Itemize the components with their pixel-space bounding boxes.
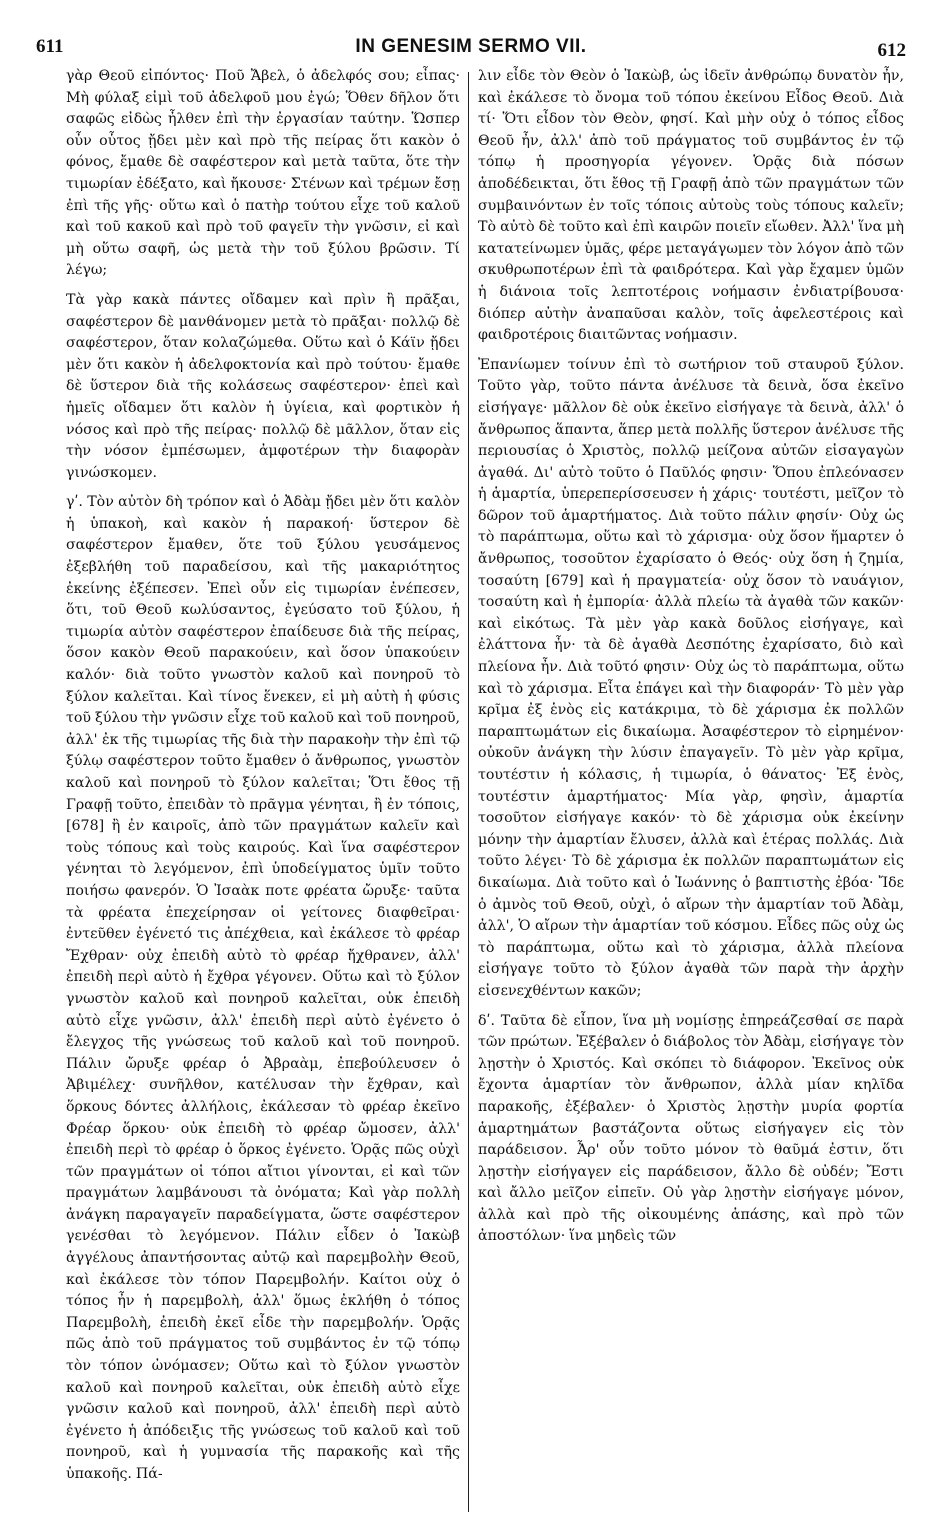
paragraph: δʹ. Ταῦτα δὲ εἶπον, ἵνα μὴ νομίσῃς ἐπηρεάζεσθαί σε παρὰ τῶν πρώτων. Ἐξέβαλεν ὁ διάβολος τὸν Ἀδὰμ, εἰσήγαγε τὸν λῃστὴν ὁ Χριστός. Καὶ σκόπει τὸ διάφορον. Ἐκεῖνος οὐκ ἔχοντα ἁμαρτίαν τὸν ἄνθρωπον, ἀλλὰ μίαν κηλῖδα παρακοῆς, ἐξέβαλεν· ὁ Χριστὸς λῃστὴν μυρία φορτία ἁμαρτημάτων βαστάζοντα οὕτως εἰσήγαγεν εἰς τὸν παράδεισον. Ἆρ' οὖν τοῦτο μόνον τὸ θαῦμά ἐστιν, ὅτι λῃστὴν εἰσήγαγεν εἰς παράδεισον, ἄλλο δὲ οὐδέν; Ἔστι καὶ ἄλλο μεῖζον εἰπεῖν. Οὐ γὰρ λῃστὴν εἰσήγαγε μόνον, ἀλλὰ καὶ πρὸ τῆς οἰκουμένης ἁπάσης, καὶ πρὸ τῶν ἀποστόλων· ἵνα μηδεὶς τῶν (478, 1012, 904, 1245)
page-header (36, 36, 906, 60)
page-number-right: 612 (877, 40, 906, 61)
paragraph: λιν εἶδε τὸν Θεὸν ὁ Ἰακὼβ, ὡς ἰδεῖν ἀνθρώπῳ δυνατὸν ἦν, καὶ ἐκάλεσε τὸ ὄνομα τοῦ τόπου ἐκείνου Εἶδος Θεοῦ. Διὰ τί· Ὅτι εἶδον τὸν Θεὸν, φησί. Καὶ μὴν οὐχ ὁ τόπος εἶδος Θεοῦ ἦν, ἀλλ' ἀπὸ τοῦ πράγματος τοῦ συμβάντος ἐν τῷ τόπῳ ἡ προσηγορία γέγονεν. Ὁρᾷς διὰ πόσων ἀποδέδεικται, ὅτι ἔθος τῇ Γραφῇ ἀπὸ τῶν πραγμάτων τῶν συμβαινόντων ἐν τοῖς τόποις αὐτοὺς τοὺς τόπους καλεῖν; Τὸ αὐτὸ δὲ τοῦτο καὶ ἐπὶ καιρῶν ποιεῖν εἴωθεν. Ἀλλ' ἵνα μὴ κατατείνωμεν ὑμᾶς, φέρε μεταγάγωμεν τὸν λόγον ἀπὸ τῶν σκυθρωποτέρων ἐπὶ τὰ φαιδρότερα. Καὶ γὰρ ἔχαμεν ὑμῶν ἡ διάνοια τοῖς λεπτοτέροις νοήμασιν ἐνδιατρίβουσα· διόπερ αὐτὴν ἀναπαῦσαι καλὸν, τοῖς ἀφελεστέροις καὶ φαιδροτέροις διαιτῶντας νοήμασιν. (478, 68, 904, 344)
running-title: IN GENESIM SERMO VII. (355, 36, 587, 57)
paragraph: Ἐπανίωμεν τοίνυν ἐπὶ τὸ σωτήριον τοῦ σταυροῦ ξύλον. Τοῦτο γὰρ, τοῦτο πάντα ἀνέλυσε τὰ δεινὰ, ὅσα ἐκεῖνο εἰσήγαγε· μᾶλλον δὲ οὐκ ἐκεῖνο εἰσήγαγε τὰ δεινὰ, ἀλλ' ὁ ἄνθρωπος ἅπαντα, ἅπερ μετὰ πολλῆς ὕστερον ἀνέλυσε τῆς περιουσίας ὁ Χριστὸς, πολλῷ μείζονα αὐτῶν εἰσαγαγὼν ἀγαθά. Δι' αὐτὸ τοῦτο ὁ Παῦλός φησιν· Ὅπου ἐπλεόνασεν ἡ ἁμαρτία, ὑπερεπερίσσευσεν ἡ χάρις· τουτέστι, μεῖζον τὸ δῶρον τοῦ ἁμαρτήματος. Διὰ τοῦτο πάλιν φησίν· Οὐχ ὡς τὸ παράπτωμα, οὕτω καὶ τὸ χάρισμα· οὐχ ὅσον ἥμαρτεν ὁ ἄνθρωπος, τοσοῦτον ἐχαρίσατο ὁ Θεός· οὐχ ὅση ἡ ζημία, τοσαύτη [679] καὶ ἡ πραγματεία· οὐχ ὅσον τὸ ναυάγιον, τοσαύτη καὶ ἡ ἐμπορία· ἀλλὰ πλείω τὰ ἀγαθὰ τῶν κακῶν· καὶ εἰκότως. Τὰ μὲν γὰρ κακὰ δοῦλος εἰσήγαγε, καὶ ἐλάττονα ἦν· τὰ δὲ ἀγαθὰ Δεσπότης ἐχαρίσατο, διὸ καὶ πλείονα ἦν. Διὰ τοῦτό φησιν· Οὐχ ὡς τὸ παράπτωμα, οὕτω καὶ τὸ χάρισμα. Εἶτα ἐπάγει καὶ τὴν διαφοράν· Τὸ μὲν γὰρ κρῖμα ἐξ ἑνὸς εἰς κατάκριμα, τὸ δὲ χάρισμα ἐκ πολλῶν παραπτωμάτων εἰς δικαίωμα. Ἀσαφέστερον τὸ εἰρημένον· οὐκοῦν ἀνάγκη τὴν λύσιν ἐπαγαγεῖν. Τὸ μὲν γὰρ κρῖμα, τουτέστιν ἡ κόλασις, ἡ τιμωρία, ὁ θάνατος· Ἐξ ἑνὸς, τουτέστιν ἁμαρτήματος· Μία γὰρ, φησὶν, ἁμαρτία τοσοῦτον εἰσήγαγε κακόν· τὸ δὲ χάρισμα οὐκ ἐκείνην μόνην τὴν ἁμαρτίαν ἔλυσεν, ἀλλὰ καὶ ἑτέρας πολλάς. Διὰ τοῦτο λέγει· Τὸ δὲ χάρισμα ἐκ πολλῶν παραπτωμάτων εἰς δικαίωμα. Διὰ τοῦτο καὶ ὁ Ἰωάννης ὁ βαπτιστὴς ἐβόα· Ἴδε ὁ ἀμνὸς τοῦ Θεοῦ, οὐχὶ, ὁ αἴρων τὴν ἁμαρτίαν τοῦ Ἀδὰμ, ἀλλ', Ὁ αἴρων τὴν ἁμαρτίαν τοῦ κόσμου. Εἶδες πῶς οὐχ ὡς τὸ παράπτωμα, οὕτω καὶ τὸ χάρισμα, ἀλλὰ πλείονα εἰσήγαγε τοῦτο τὸ ξύλον ἀγαθὰ τῶν παρὰ τὴν ἀρχὴν εἰσενεχθέντων κακῶν; (478, 356, 904, 999)
paragraph: Τὰ γὰρ κακὰ πάντες οἴδαμεν καὶ πρὶν ἢ πρᾶξαι, σαφέστερον δὲ μανθάνομεν μετὰ τὸ πρᾶξαι· πολλῷ δὲ σαφέστερον, ὅταν κολαζώμεθα. Οὕτω καὶ ὁ Κάϊν ᾔδει μὲν ὅτι κακὸν ἡ ἀδελφοκτονία καὶ πρὸ τούτου· ἔμαθε δὲ ὕστερον διὰ τῆς κολάσεως σαφέστερον· ἐπεὶ καὶ ἡμεῖς οἴδαμεν ὅτι καλὸν ἡ ὑγίεια, καὶ φορτικὸν ἡ νόσος καὶ πρὸ τῆς πείρας· πολλῷ δὲ μᾶλλον, ὅταν εἰς τὴν νόσον ἐμπέσωμεν, ἀμφοτέρων τὴν διαφορὰν γινώσκομεν. (66, 291, 460, 481)
right-column (478, 66, 904, 1248)
column-divider (468, 72, 469, 1512)
paragraph: γὰρ Θεοῦ εἰπόντος· Ποῦ Ἄβελ, ὁ ἀδελφός σου; εἶπας· Μὴ φύλαξ εἰμὶ τοῦ ἀδελφοῦ μου ἐγώ; Ὅθεν δῆλον ὅτι σαφῶς εἰδὼς ἦλθεν ἐπὶ τὴν ἐργασίαν ταύτην. Ὥσπερ οὖν οὗτος ᾔδει μὲν καὶ πρὸ τῆς πείρας ὅτι κακὸν ὁ φόνος, ἔμαθε δὲ σαφέστερον καὶ μετὰ ταῦτα, ὅτε τὴν τιμωρίαν ἐδέξατο, καὶ ἤκουσε· Στένων καὶ τρέμων ἔσῃ ἐπὶ τῆς γῆς· οὕτω καὶ ὁ πατὴρ τούτου εἶχε τοῦ καλοῦ καὶ τοῦ κακοῦ καὶ πρὸ τοῦ φαγεῖν τὴν γνῶσιν, εἰ καὶ μὴ οὕτω σαφῆ, ὡς μετὰ τὴν τοῦ ξύλου βρῶσιν. Τί λέγω; (66, 68, 460, 279)
left-column (66, 66, 460, 1486)
paragraph: γʹ. Τὸν αὐτὸν δὴ τρόπον καὶ ὁ Ἀδὰμ ᾔδει μὲν ὅτι καλὸν ἡ ὑπακοὴ, καὶ κακὸν ἡ παρακοή· ὕστερον δὲ σαφέστερον ἔμαθεν, ὅτε τοῦ ξύλου γευσάμενος ἐξεβλήθη τοῦ παραδείσου, καὶ τῆς μακαριότητος ἐκείνης ἐξέπεσεν. Ἐπεὶ οὖν εἰς τιμωρίαν ἐνέπεσεν, ὅτι, τοῦ Θεοῦ κωλύσαντος, ἐγεύσατο τοῦ ξύλου, ἡ τιμωρία αὐτὸν σαφέστερον ἐπαίδευσε διὰ τῆς πείρας, ὅσον κακὸν Θεοῦ παρακούειν, καὶ ὅσον ὑπακούειν καλόν· διὰ τοῦτο γνωστὸν καλοῦ καὶ πονηροῦ τὸ ξύλον καλεῖται. Καὶ τίνος ἕνεκεν, εἰ μὴ αὐτὴ ἡ φύσις τοῦ ξύλου τὴν γνῶσιν εἶχε τοῦ καλοῦ καὶ τοῦ πονηροῦ, ἀλλ' ἐκ τῆς τιμωρίας τῆς διὰ τὴν παρακοὴν τὴν ἐπὶ τῷ ξύλῳ σαφέστερον τοῦτο ἔμαθεν ὁ ἄνθρωπος, γνωστὸν καλοῦ καὶ πονηροῦ τὸ ξύλον καλεῖται; Ὅτι ἔθος τῇ Γραφῇ τοῦτο, ἐπειδὰν τὸ πρᾶγμα γένηται, ἢ ἐν τόποις, [678] ἢ ἐν καιροῖς, ἀπὸ τῶν πραγμάτων καλεῖν καὶ τοὺς τόπους καὶ τοὺς καιρούς. Καὶ ἵνα σαφέστερον γένηται τὸ λεγόμενον, ἐπὶ ὑποδείγματος ὑμῖν τοῦτο ποιήσω φανερόν. Ὁ Ἰσαὰκ ποτε φρέατα ὤρυξε· ταῦτα τὰ φρέατα ἐπεχείρησαν οἱ γείτονες διαφθεῖραι· ἐντεῦθεν ἐγένετό τις ἀπέχθεια, καὶ ἐκάλεσε τὸ φρέαρ Ἔχθραν· οὐχ ἐπειδὴ αὐτὸ τὸ φρέαρ ἤχθρανεν, ἀλλ' ἐπειδὴ περὶ αὐτὸ ἡ ἔχθρα γέγονεν. Οὕτω καὶ τὸ ξύλον γνωστὸν καλοῦ καὶ πονηροῦ καλεῖται, οὐκ ἐπειδὴ αὐτὸ εἶχε γνῶσιν, ἀλλ' ἐπειδὴ περὶ αὐτὸ ἐγένετο ὁ ἔλεγχος τῆς γνώσεως τοῦ καλοῦ καὶ τοῦ πονηροῦ. Πάλιν ὤρυξε φρέαρ ὁ Ἀβραὰμ, ἐπεβούλευσεν ὁ Ἀβιμέλεχ· συνῆλθον, κατέλυσαν τὴν ἔχθραν, καὶ ὅρκους δόντες ἀλλήλοις, ἐκάλεσαν τὸ φρέαρ ἐκεῖνο Φρέαρ ὅρκου· οὐκ ἐπειδὴ τὸ φρέαρ ὤμοσεν, ἀλλ' ἐπειδὴ περὶ τὸ φρέαρ ὁ ὅρκος ἐγένετο. Ὁρᾷς πῶς οὐχὶ τῶν πραγμάτων οἱ τόποι αἴτιοι γίνονται, εἰ καὶ τῶν πραγμάτων λαμβάνουσι τὰ ὀνόματα; Καὶ γὰρ πολλὴ ἀνάγκη παραγαγεῖν παραδείγματα, ὥστε σαφέστερον γενέσθαι τὸ λεγόμενον. Πάλιν εἶδεν ὁ Ἰακὼβ ἀγγέλους ἀπαντήσοντας αὐτῷ καὶ παρεμβολὴν Θεοῦ, καὶ ἐκάλεσε τὸν τόπον Παρεμβολήν. Καίτοι οὐχ ὁ τόπος ἦν ἡ παρεμβολὴ, ἀλλ' ὅμως ἐκλήθη ὁ τόπος Παρεμβολὴ, ἐπειδὴ ἐκεῖ εἶδε τὴν παρεμβολήν. Ὁρᾷς πῶς ἀπὸ τοῦ πράγματος τοῦ συμβάντος ἐν τῷ τόπῳ τὸν τόπον ὠνόμασεν; Οὕτω καὶ τὸ ξύλον γνωστὸν καλοῦ καὶ πονηροῦ καλεῖται, οὐκ ἐπειδὴ αὐτὸ εἶχε γνῶσιν καλοῦ καὶ πονηροῦ, ἀλλ' ἐπειδὴ περὶ αὐτὸ ἐγένετο ἡ ἀπόδειξις τῆς γνώσεως τοῦ καλοῦ καὶ τοῦ πονηροῦ, καὶ ἡ γυμνασία τῆς παρακοῆς καὶ τῆς ὑπακοῆς. Πά- (66, 494, 460, 1482)
page-number-left: 611 (36, 36, 64, 57)
